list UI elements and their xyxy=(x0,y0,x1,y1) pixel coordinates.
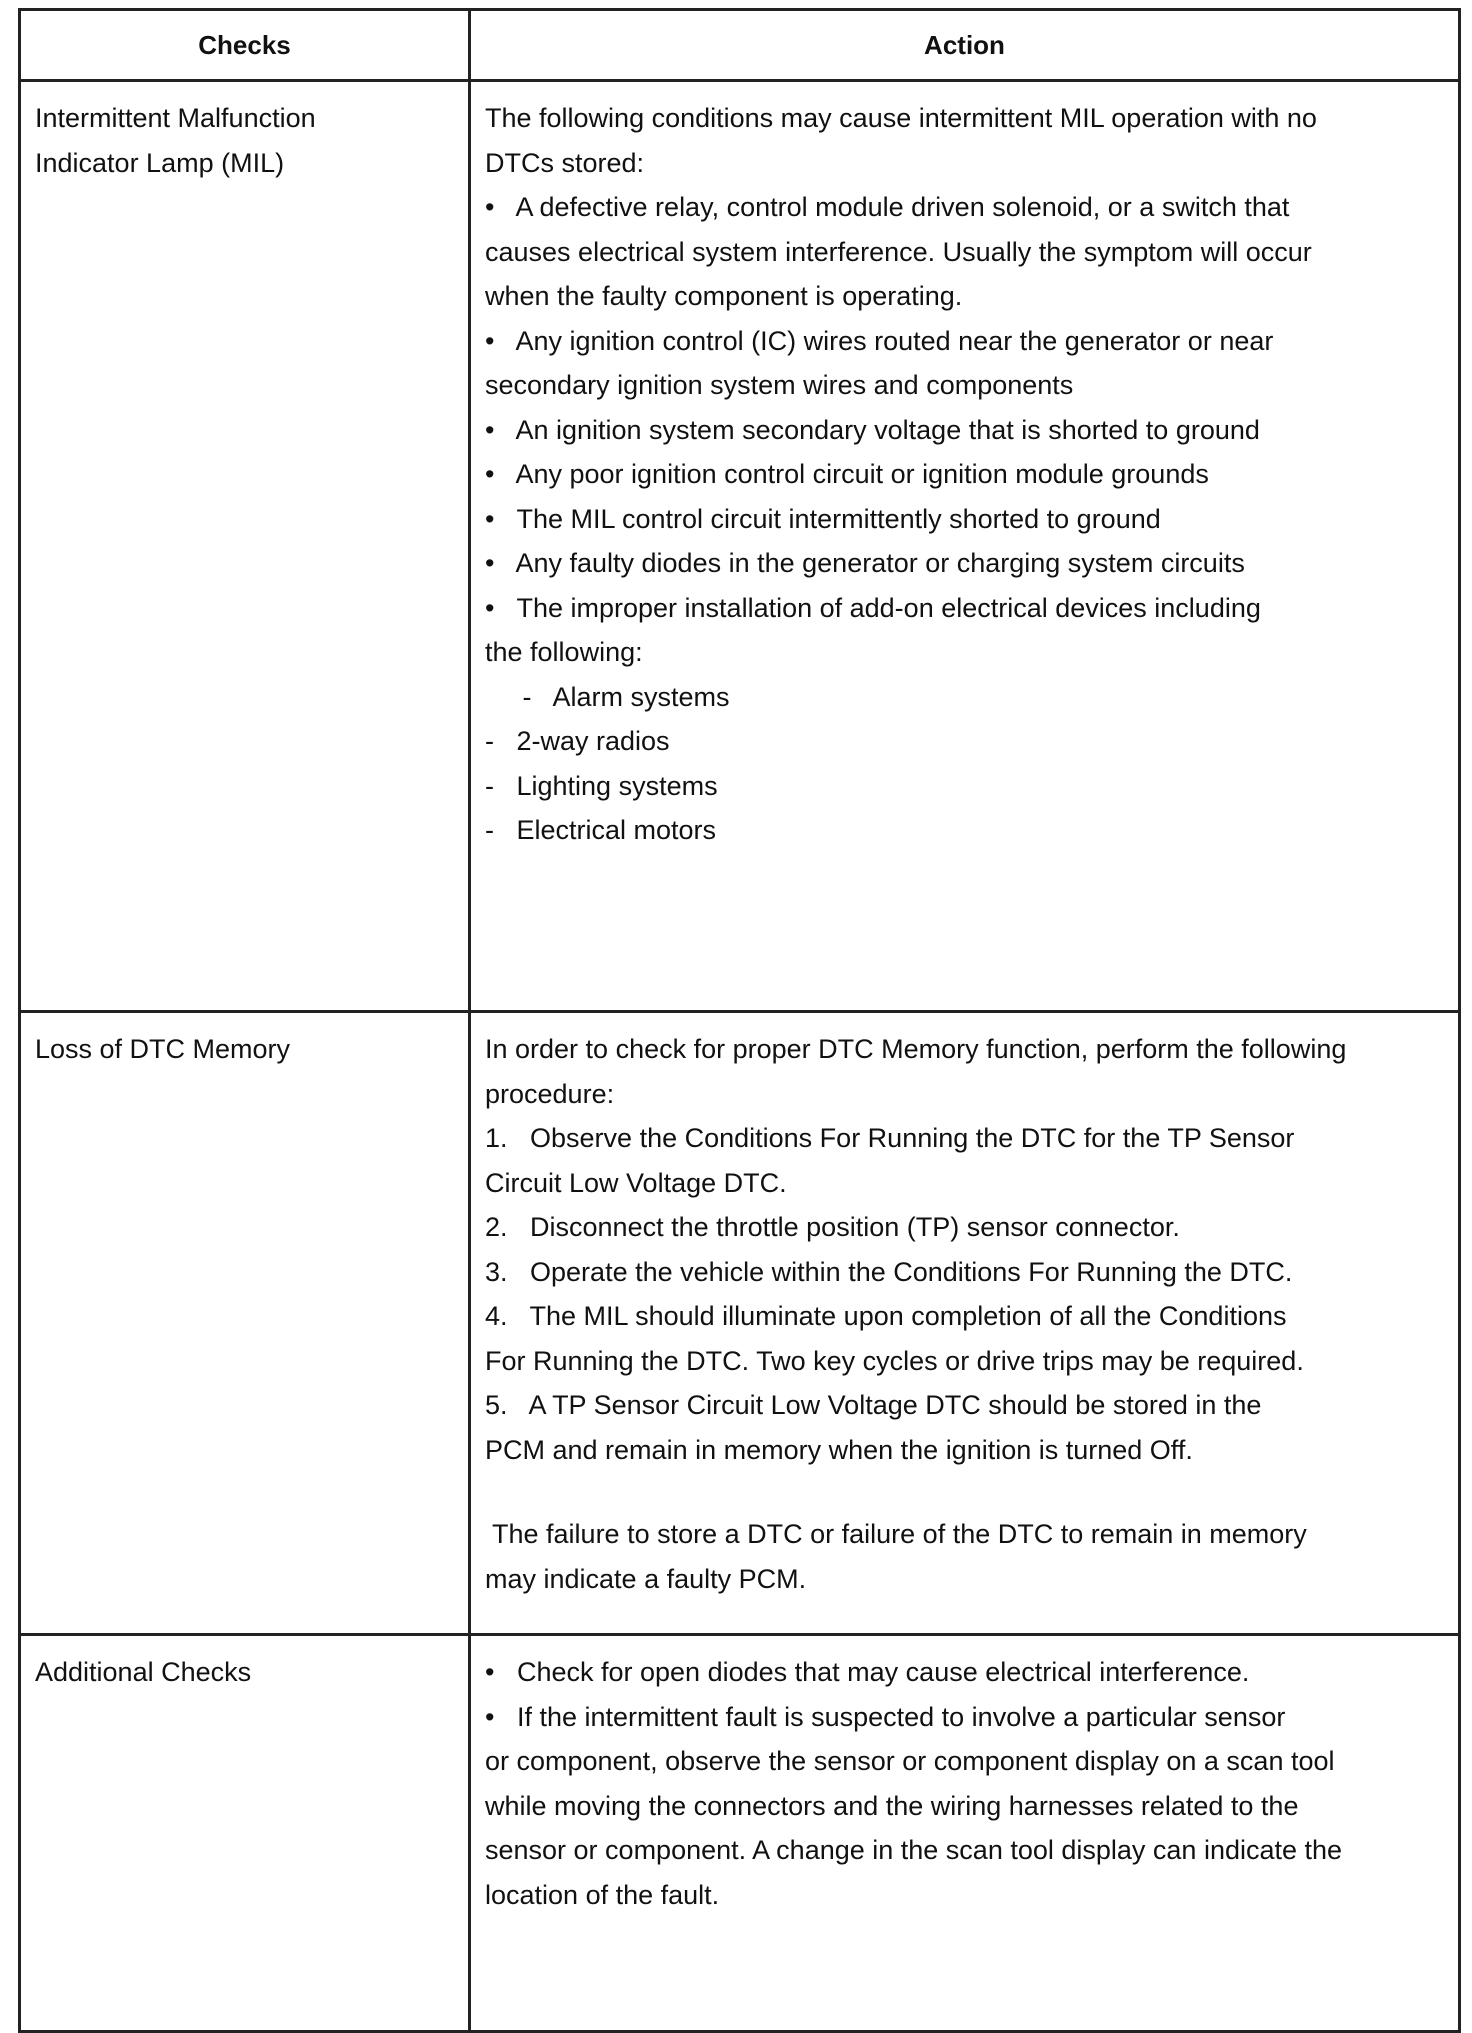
action-line: • Any ignition control (IC) wires routed near the generator or near xyxy=(485,325,1274,356)
action-line: when the faulty component is operating. xyxy=(485,281,963,311)
check-label-line: Loss of DTC Memory xyxy=(35,1034,291,1064)
check-label-line: Intermittent Malfunction xyxy=(35,103,316,133)
header-row xyxy=(20,10,1460,81)
check-cell xyxy=(20,81,470,1012)
action-line: - Alarm systems xyxy=(485,681,730,712)
action-line: • Any faulty diodes in the generator or charging system circuits xyxy=(485,548,1245,578)
action-line: - Electrical motors xyxy=(485,815,717,845)
action-line xyxy=(485,1472,1438,1512)
action-cell xyxy=(470,1012,1460,1635)
table-row xyxy=(20,1635,1460,2032)
header-action: Action xyxy=(470,10,1460,81)
action-line: causes electrical system interference. Usually the symptom will occur xyxy=(485,236,1312,267)
action-line: The failure to store a DTC or failure of the DTC to remain in memory xyxy=(485,1519,1307,1549)
table-row xyxy=(20,81,1460,1012)
action-line: The following conditions may cause intermittent MIL operation with no xyxy=(485,103,1317,133)
action-line: while moving the connectors and the wiring harnesses related to the xyxy=(485,1790,1299,1821)
check-cell xyxy=(20,1635,470,2032)
action-line: may indicate a faulty PCM. xyxy=(485,1563,807,1594)
action-line: • The MIL control circuit intermittently shorted to ground xyxy=(485,503,1161,534)
action-line: • An ignition system secondary voltage that is shorted to ground xyxy=(485,414,1260,445)
action-line: • Any poor ignition control circuit or ignition module grounds xyxy=(485,459,1209,489)
action-line: DTCs stored: xyxy=(485,147,645,178)
action-line: or component, observe the sensor or component display on a scan tool xyxy=(485,1746,1335,1776)
action-line: procedure: xyxy=(485,1078,615,1109)
action-line: 5. A TP Sensor Circuit Low Voltage DTC should be stored in the xyxy=(485,1390,1262,1420)
check-cell xyxy=(20,1012,470,1635)
action-line: Circuit Low Voltage DTC. xyxy=(485,1167,787,1198)
action-cell xyxy=(470,81,1460,1012)
diagnostic-table xyxy=(18,8,1461,2033)
check-label-line: Indicator Lamp (MIL) xyxy=(35,148,285,178)
action-line: - 2-way radios xyxy=(485,726,670,756)
check-label-line: Additional Checks xyxy=(35,1657,252,1687)
action-line: 2. Disconnect the throttle position (TP) sensor connector. xyxy=(485,1212,1180,1242)
action-line: 1. Observe the Conditions For Running the DTC for the TP Sensor xyxy=(485,1123,1295,1153)
action-line: • Check for open diodes that may cause electrical interference. xyxy=(485,1657,1250,1687)
action-line: location of the fault. xyxy=(485,1879,720,1910)
action-line: secondary ignition system wires and components xyxy=(485,370,1074,400)
action-line: - Lighting systems xyxy=(485,770,718,801)
action-line: 4. The MIL should illuminate upon completion of all the Conditions xyxy=(485,1301,1287,1331)
action-line: the following: xyxy=(485,637,643,667)
action-line: • The improper installation of add-on electrical devices including xyxy=(485,592,1261,623)
action-line: • If the intermittent fault is suspected to involve a particular sensor xyxy=(485,1701,1286,1732)
action-line: PCM and remain in memory when the ignition is turned Off. xyxy=(485,1434,1193,1465)
action-line: For Running the DTC. Two key cycles or drive trips may be required. xyxy=(485,1345,1304,1376)
table-row xyxy=(20,1012,1460,1635)
action-line: In order to check for proper DTC Memory function, perform the following xyxy=(485,1034,1347,1064)
header-checks: Checks xyxy=(20,10,470,81)
action-line: sensor or component. A change in the scan tool display can indicate the xyxy=(485,1835,1343,1865)
action-line: 3. Operate the vehicle within the Conditions For Running the DTC. xyxy=(485,1256,1293,1287)
action-line: • A defective relay, control module driven solenoid, or a switch that xyxy=(485,192,1290,222)
action-cell xyxy=(470,1635,1460,2032)
